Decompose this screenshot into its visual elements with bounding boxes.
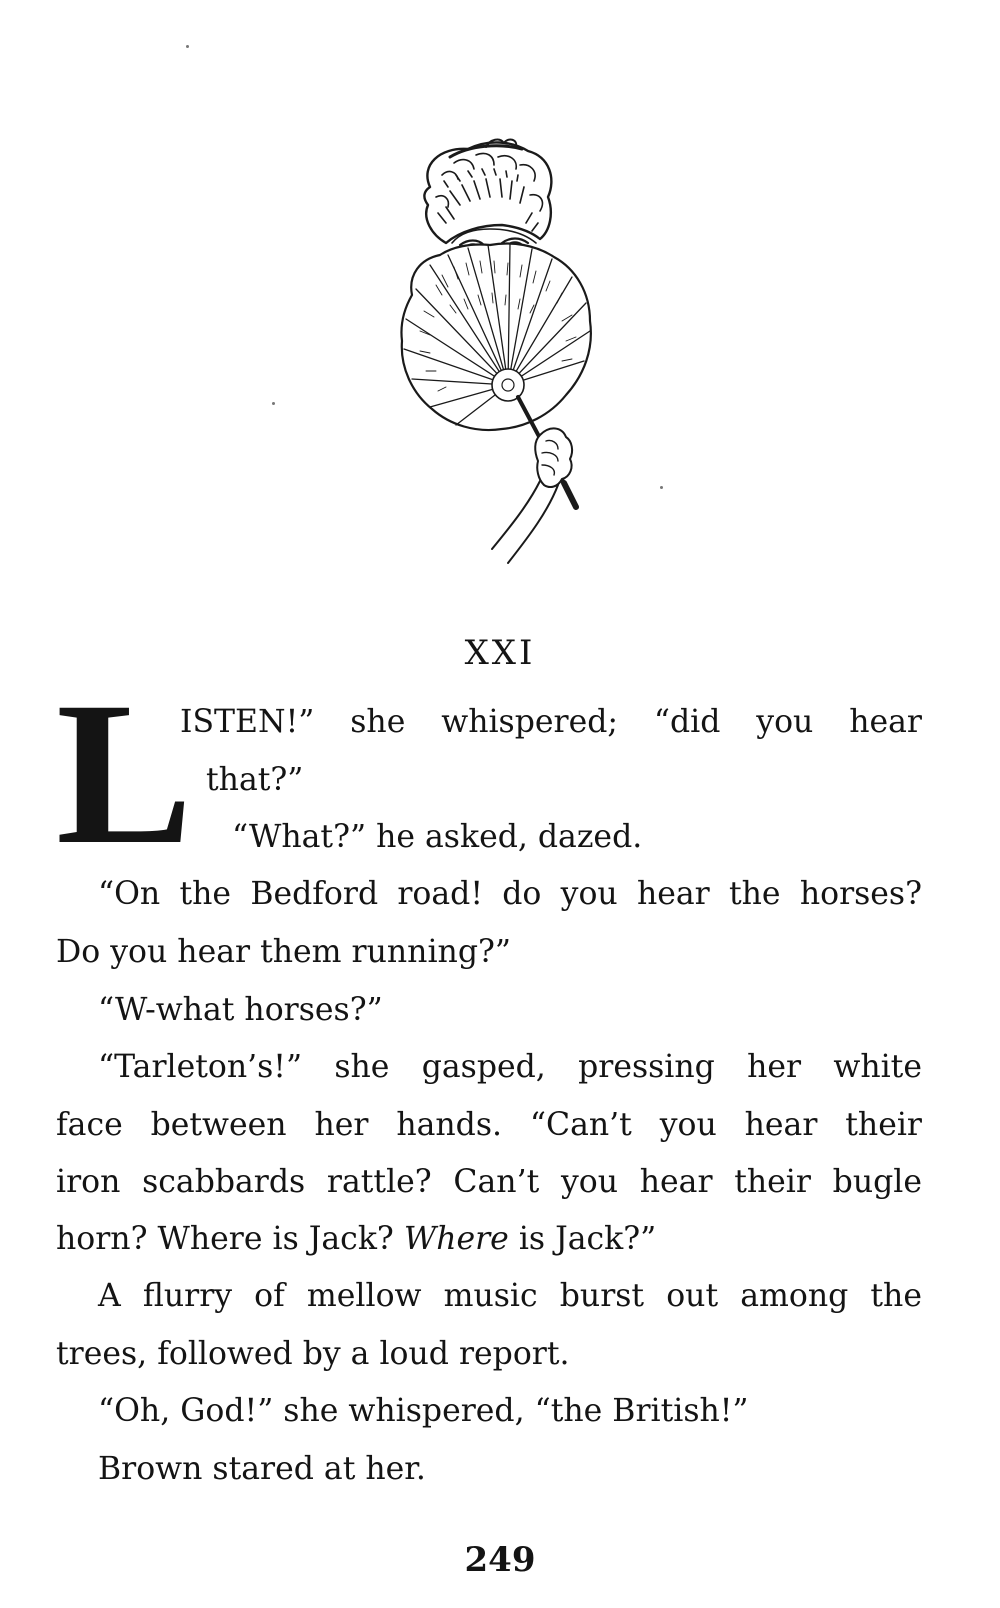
text-line: “What?” he asked, dazed. [232, 819, 643, 855]
text-line: Do you hear them running?” [56, 934, 511, 970]
text-line: “Oh, God!” she whispered, “the British!” [98, 1393, 749, 1429]
text-line: trees, followed by a loud report. [56, 1336, 570, 1372]
speck [186, 45, 189, 48]
text-line: that?” [206, 762, 304, 798]
drop-cap: L [56, 660, 193, 887]
text-line: Brown stared at her. [98, 1451, 426, 1487]
text-line: “On the Bedford road! do you hear the horses? [98, 876, 922, 912]
speck [660, 486, 663, 489]
text-segment: is Jack?” [508, 1221, 657, 1257]
text-line: ISTEN!” she whispered; “did you hear [180, 704, 922, 740]
text-line [56, 1219, 656, 1259]
emphasized-word: Where [403, 1221, 509, 1257]
text-line: A flurry of mellow music burst out among the [98, 1278, 922, 1314]
page-number: 249 [464, 1540, 536, 1580]
woman-with-fan-illustration [390, 135, 620, 565]
text-segment: horn? Where is Jack? [56, 1221, 404, 1257]
text-line: iron scabbards rattle? Can’t you hear their bugle [56, 1164, 922, 1200]
text-line: “Tarleton’s!” she gasped, pressing her white [98, 1049, 922, 1085]
text-line: face between her hands. “Can’t you hear their [56, 1107, 922, 1143]
speck [272, 402, 275, 405]
text-line: “W-what horses?” [98, 992, 383, 1028]
chapter-number: XXI [464, 633, 536, 673]
